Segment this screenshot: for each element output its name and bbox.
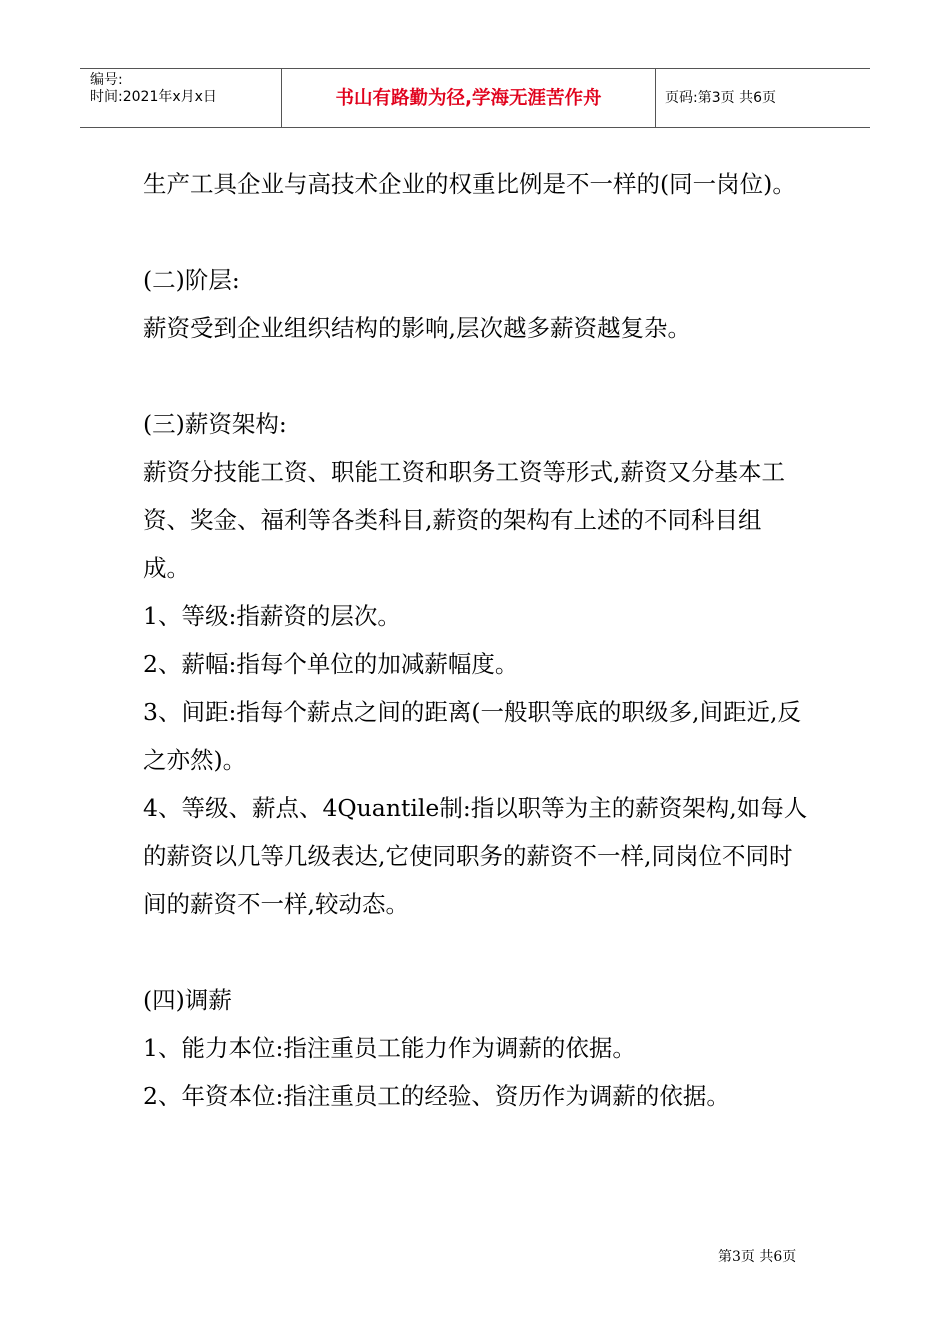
list-item: 2、薪幅:指每个单位的加减薪幅度。 [143,650,519,678]
list-item: 4、等级、薪点、4Quantile制:指以职等为主的薪资架构,如每人的薪资以几等几级表达,它使同职务的薪资不一样,同岗位不同时间的薪资不一样,较动态。 [143,794,808,918]
section-heading: (二)阶层: [143,266,240,294]
section-heading: (四)调薪 [143,986,232,1014]
header-divider [655,69,656,127]
page-header [80,68,870,128]
header-page-info: 页码:第3页 共6页 [665,90,776,106]
list-item: 2、年资本位:指注重员工的经验、资历作为调薪的依据。 [143,1082,730,1110]
page-footer: 第3页 共6页 [718,1249,797,1265]
list-item: 1、能力本位:指注重员工能力作为调薪的依据。 [143,1034,636,1062]
header-motto: 书山有路勤为径,学海无涯苦作舟 [335,88,602,109]
paragraph: 薪资受到企业组织结构的影响,层次越多薪资越复杂。 [143,314,691,342]
document-body [143,160,808,1120]
header-meta [90,72,217,106]
time-label: 时间:2021年x月x日 [90,89,217,105]
paragraph: 薪资分技能工资、职能工资和职务工资等形式,薪资又分基本工资、奖金、福利等各类科目,薪资的架构有上述的不同科目组成。 [143,458,785,582]
number-label: 编号: [90,72,123,88]
list-item: 3、间距:指每个薪点之间的距离(一般职等底的职级多,间距近,反之亦然)。 [143,698,801,774]
paragraph: 生产工具企业与高技术企业的权重比例是不一样的(同一岗位)。 [143,170,796,198]
list-item: 1、等级:指薪资的层次。 [143,602,401,630]
spacer [143,208,808,256]
spacer [143,352,808,400]
spacer [143,928,808,976]
section-heading: (三)薪资架构: [143,410,287,438]
